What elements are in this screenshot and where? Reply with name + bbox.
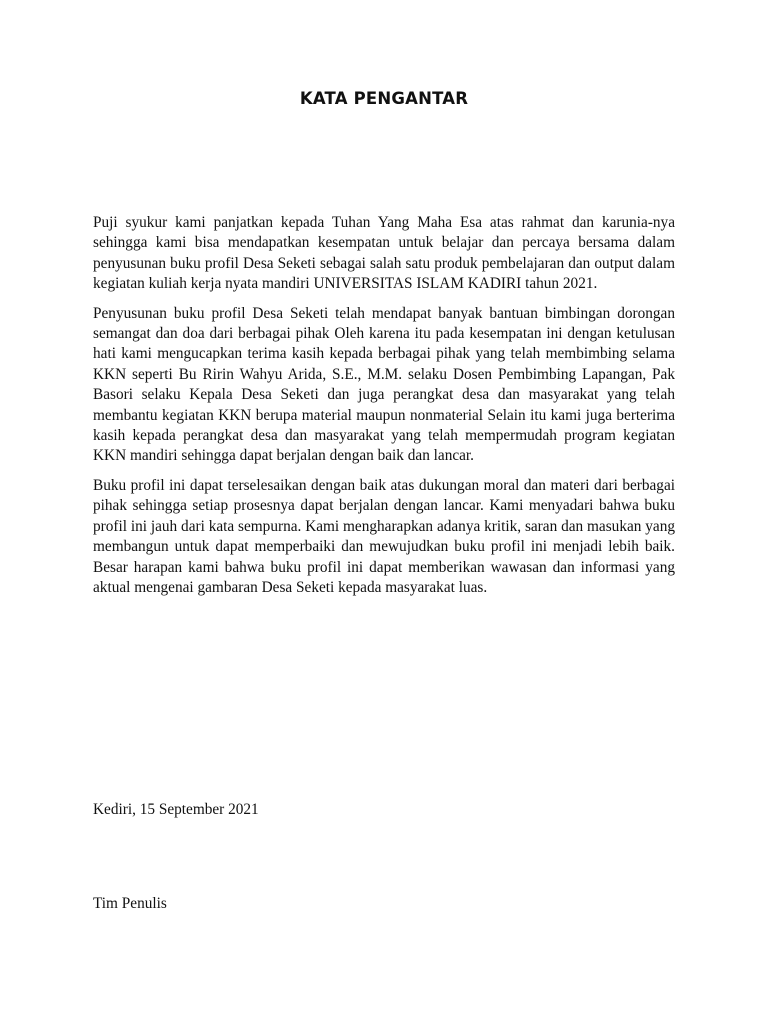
signature: Tim Penulis bbox=[93, 895, 167, 912]
place-date: Kediri, 15 September 2021 bbox=[93, 801, 259, 818]
paragraph-3: Buku profil ini dapat terselesaikan dengan baik atas dukungan moral dan materi dari berbagai pihak sehingga setiap prosesnya dapat berjalan dengan lancar. Kami menyadari bahwa buku profil ini jauh dari kata sempurna. Kami mengharapkan adanya kritik, saran dan masukan yang membangun untuk dapat memperbaiki dan mewujudkan buku profil ini menjadi lebih baik. Besar harapan kami bahwa buku profil ini dapat memberikan wawasan dan informasi yang aktual mengenai gambaran Desa Seketi kepada masyarakat luas. bbox=[93, 476, 675, 596]
paragraph-1: Puji syukur kami panjatkan kepada Tuhan Yang Maha Esa atas rahmat dan karunia-nya sehingga kami bisa mendapatkan kesempatan untuk belajar dan percaya bersama dalam penyusunan buku profil Desa Seketi sebagai salah satu produk pembelajaran dan output dalam kegiatan kuliah kerja nyata mandiri UNIVERSITAS ISLAM KADIRI tahun 2021. bbox=[93, 214, 675, 293]
paragraph-2: Penyusunan buku profil Desa Seketi telah mendapat banyak bantuan bimbingan dorongan semangat dan doa dari berbagai pihak Oleh karena itu pada kesempatan ini dengan ketulusan hati kami mengucapkan terima kasih kepada berbagai pihak yang telah membimbing selama KKN seperti Bu Ririn Wahyu Arida, S.E., M.M. selaku Dosen Pembimbing Lapangan, Pak Basori selaku Kepala Desa Seketi dan juga perangkat desa dan masyarakat yang telah membantu kegiatan KKN berupa material maupun nonmaterial Selain itu kami juga berterima kasih kepada perangkat desa dan masyarakat yang telah mempermudah program kegiatan KKN mandiri sehingga dapat berjalan dengan baik dan lancar. bbox=[93, 304, 675, 465]
body-text bbox=[93, 213, 675, 607]
page-title: KATA PENGANTAR bbox=[299, 89, 469, 108]
